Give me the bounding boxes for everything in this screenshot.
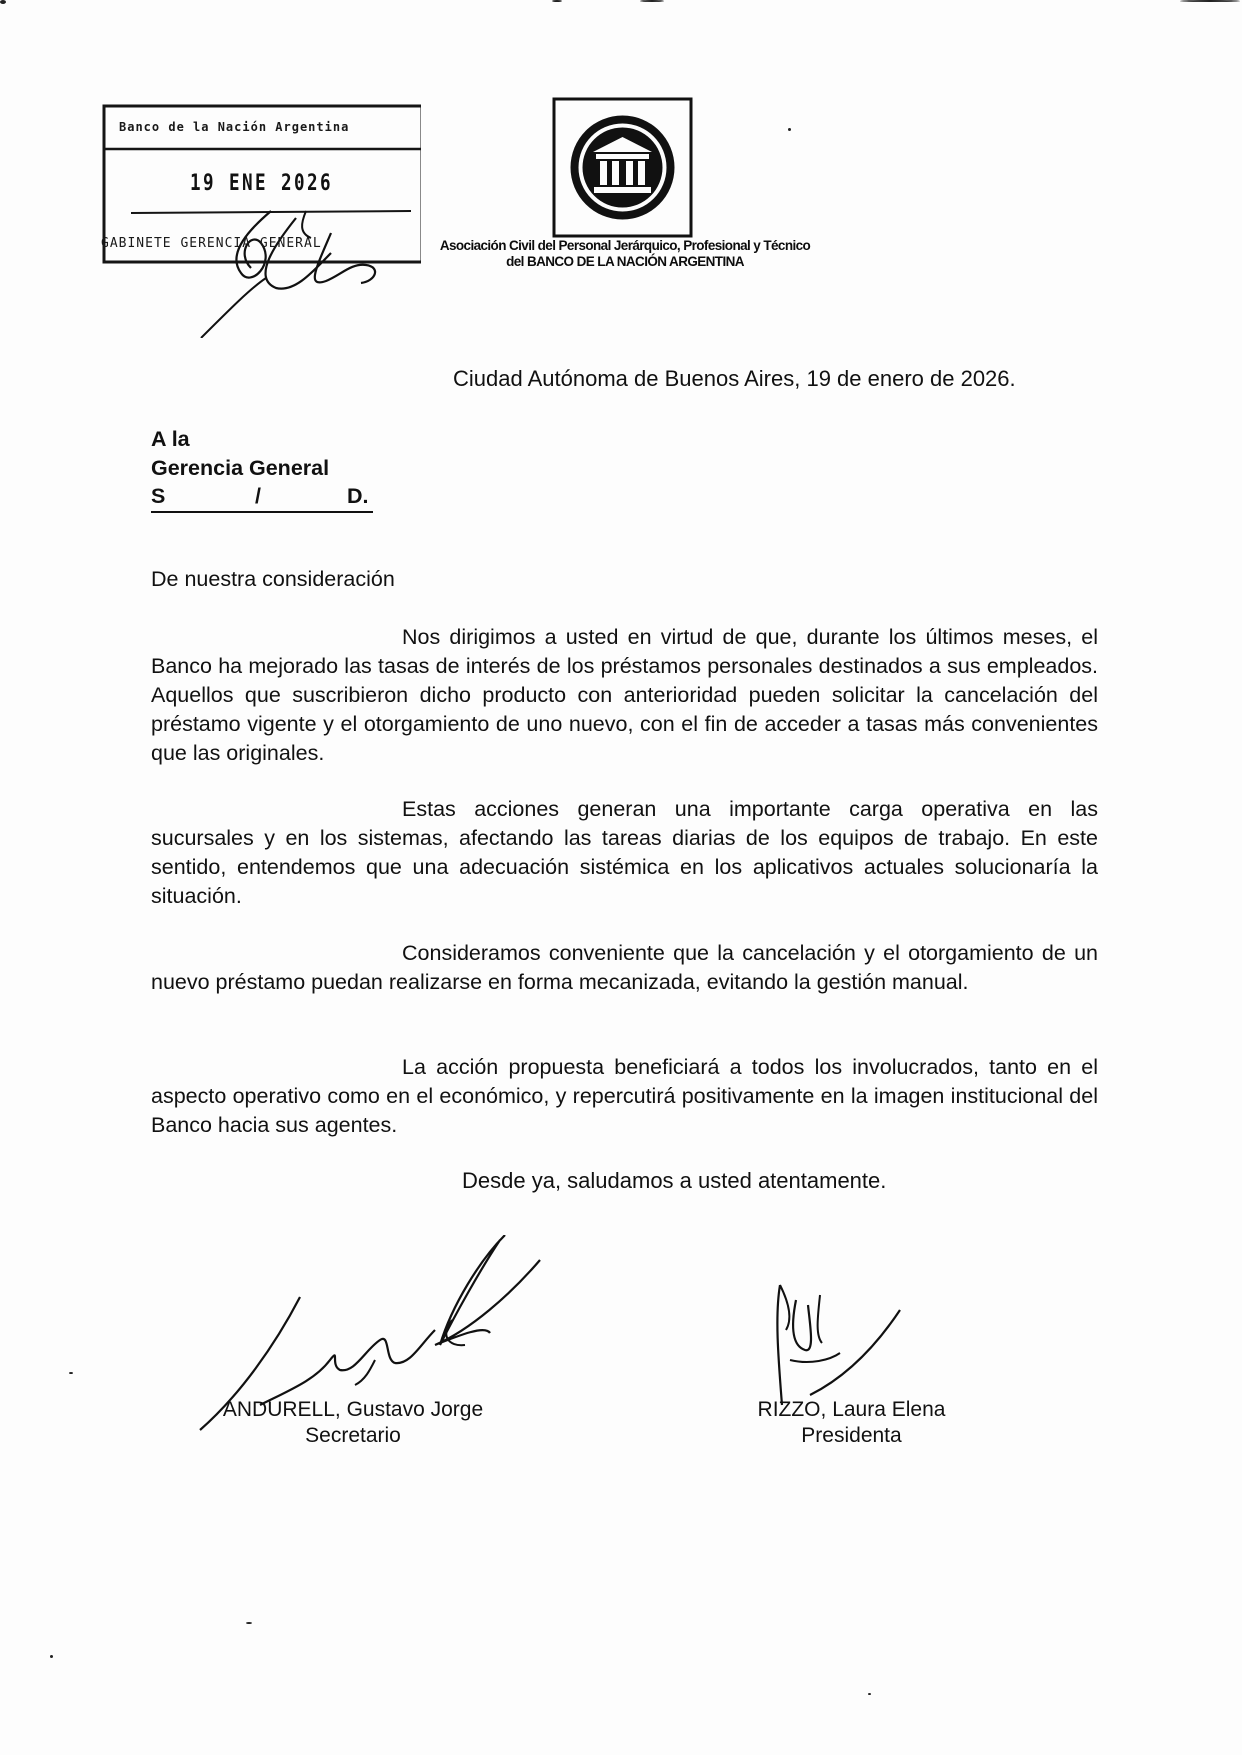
stamp-date: 19 ENE 2026 — [190, 171, 333, 196]
sd-slash: / — [255, 484, 261, 508]
scan-speck — [246, 1622, 252, 1624]
scan-speck — [1180, 0, 1240, 2]
organization-name — [395, 238, 855, 270]
closing-line: Desde ya, saludamos a usted atentamente. — [462, 1168, 887, 1193]
sd-s: S — [151, 484, 166, 508]
signatory-right-name: RIZZO, Laura Elena — [757, 1398, 946, 1421]
scan-speck — [0, 0, 6, 4]
scan-speck — [69, 1372, 73, 1374]
addressee-line1: A la — [151, 427, 190, 451]
sd-d: D. — [347, 484, 369, 508]
addressee — [151, 425, 329, 483]
body-paragraph: La acción propuesta beneficiará a todos los involucrados, tanto en el aspecto operativo como en el económico, y repercutirá positivamente en la imagen institucional del Banco hacia sus agentes. — [151, 1055, 1098, 1137]
salutation: De nuestra consideración — [151, 567, 395, 591]
stamp-frame-graphic — [101, 103, 421, 338]
scan-speck — [788, 128, 791, 131]
sd-abbreviation — [151, 484, 373, 513]
bank-building-logo-icon — [552, 97, 693, 238]
signatory-right-role: Presidenta — [801, 1424, 902, 1447]
scan-speck — [868, 1693, 871, 1695]
letter-dateline: Ciudad Autónoma de Buenos Aires, 19 de enero de 2026. — [453, 366, 1016, 391]
signatory-left — [208, 1397, 498, 1449]
scan-speck — [50, 1655, 53, 1658]
organization-name-line1: Asociación Civil del Personal Jerárquico, Profesional y Técnico — [439, 238, 811, 253]
body-paragraph: Estas acciones generan una importante carga operativa en las sucursales y en los sistemas, afectando las tareas diarias de los equipos de trabajo. En este sentido, entendemos que una adecuación sistémica en los aplicativos actuales solucionaría la situación. — [151, 797, 1098, 908]
scan-speck — [552, 0, 562, 2]
signatory-left-role: Secretario — [305, 1424, 401, 1447]
stamp-office: GABINETE GERENCIA GENERAL — [101, 236, 322, 251]
signatory-left-name: ANDURELL, Gustavo Jorge — [222, 1398, 484, 1421]
received-stamp — [101, 103, 421, 273]
body-paragraph: Nos dirigimos a usted en virtud de que, durante los últimos meses, el Banco ha mejorado las tasas de interés de los préstamos personales destinados a sus empleados. Aquellos que suscribieron dicho producto con anterioridad pueden solicitar la cancelación del préstamo vigente y el otorgamiento de uno nuevo, con el fin de acceder a tasas más convenientes que las originales. — [151, 625, 1098, 765]
stamp-bank-name: Banco de la Nación Argentina — [119, 120, 350, 134]
organization-name-line2: del BANCO DE LA NACIÓN ARGENTINA — [506, 254, 744, 269]
scan-speck — [640, 0, 664, 2]
body-paragraph: Consideramos conveniente que la cancelación y el otorgamiento de un nuevo préstamo puedan realizarse en forma mecanizada, evitando la gestión manual. — [151, 941, 1098, 994]
signatory-right — [744, 1397, 959, 1449]
addressee-line2: Gerencia General — [151, 456, 330, 480]
